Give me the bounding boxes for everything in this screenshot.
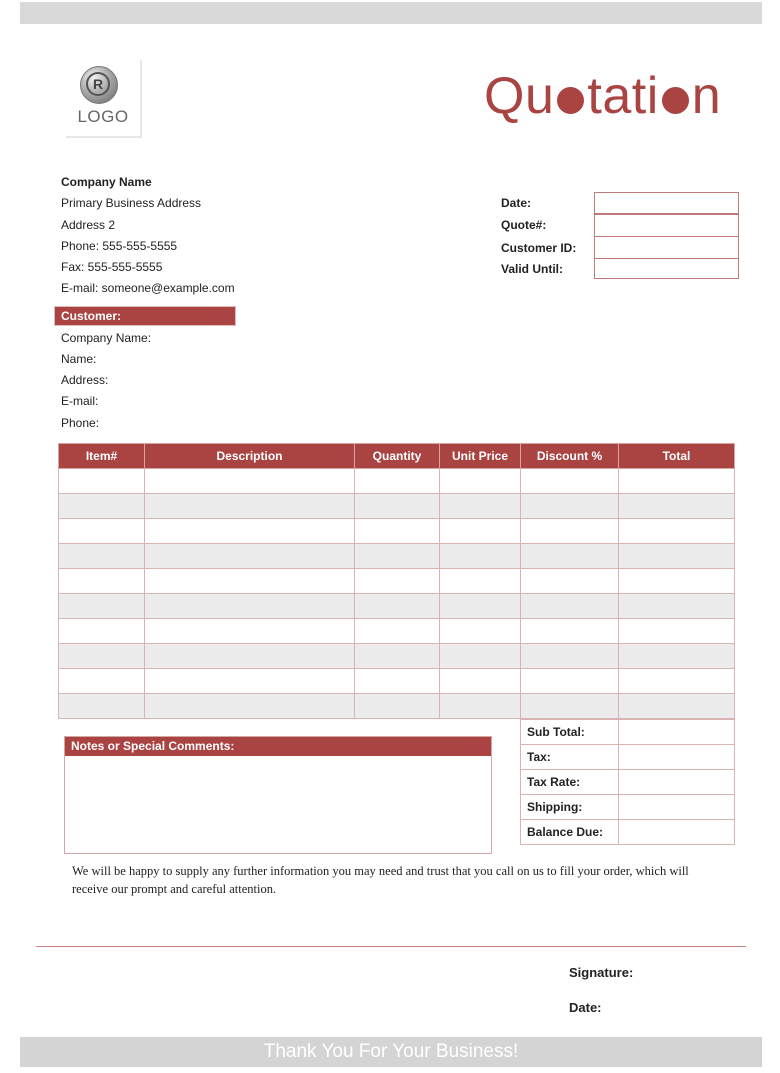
table-cell[interactable] bbox=[355, 619, 440, 644]
table-cell[interactable] bbox=[59, 669, 145, 694]
company-fax: Fax: 555-555-5555 bbox=[61, 260, 163, 274]
table-header-row bbox=[59, 444, 735, 469]
table-row bbox=[59, 569, 735, 594]
table-cell[interactable] bbox=[619, 519, 735, 544]
column-header-quantity: Quantity bbox=[355, 444, 440, 469]
table-cell[interactable] bbox=[145, 569, 355, 594]
table-cell[interactable] bbox=[59, 569, 145, 594]
table-cell[interactable] bbox=[145, 619, 355, 644]
customer-address-label: Address: bbox=[61, 373, 109, 387]
column-header-item: Item# bbox=[59, 444, 145, 469]
table-cell[interactable] bbox=[619, 544, 735, 569]
table-cell[interactable] bbox=[145, 469, 355, 494]
table-cell[interactable] bbox=[619, 669, 735, 694]
table-row bbox=[59, 494, 735, 519]
table-cell[interactable] bbox=[145, 544, 355, 569]
quote-number-label: Quote#: bbox=[501, 218, 547, 232]
logo-text: LOGO bbox=[77, 107, 129, 126]
document-title bbox=[484, 66, 744, 126]
subtotal-label: Sub Total: bbox=[521, 720, 619, 745]
table-cell[interactable] bbox=[59, 644, 145, 669]
table-cell[interactable] bbox=[619, 694, 735, 719]
table-cell[interactable] bbox=[440, 669, 521, 694]
table-cell[interactable] bbox=[355, 494, 440, 519]
table-cell[interactable] bbox=[59, 594, 145, 619]
subtotal-value[interactable] bbox=[619, 720, 735, 745]
title-dot-icon bbox=[662, 87, 689, 114]
table-cell[interactable] bbox=[619, 569, 735, 594]
line-items-table bbox=[58, 443, 735, 719]
date-label: Date: bbox=[501, 196, 532, 210]
table-cell[interactable] bbox=[619, 494, 735, 519]
table-cell[interactable] bbox=[521, 669, 619, 694]
table-cell[interactable] bbox=[619, 619, 735, 644]
signature-date-label: Date: bbox=[569, 1000, 602, 1015]
company-email: E-mail: someone@example.com bbox=[61, 281, 235, 295]
table-cell[interactable] bbox=[521, 544, 619, 569]
table-cell[interactable] bbox=[521, 644, 619, 669]
table-cell[interactable] bbox=[521, 569, 619, 594]
column-header-discount: Discount % bbox=[521, 444, 619, 469]
table-cell[interactable] bbox=[440, 519, 521, 544]
table-cell[interactable] bbox=[440, 644, 521, 669]
company-address-1: Primary Business Address bbox=[61, 196, 202, 210]
balance-due-value[interactable] bbox=[619, 820, 735, 845]
column-header-total: Total bbox=[619, 444, 735, 469]
top-decorative-bar bbox=[20, 2, 762, 24]
company-address-2: Address 2 bbox=[61, 218, 116, 232]
registered-mark: R bbox=[86, 72, 110, 96]
table-cell[interactable] bbox=[521, 619, 619, 644]
title-part-3: n bbox=[691, 67, 722, 125]
quote-number-field[interactable] bbox=[594, 214, 739, 237]
thank-you-footer: Thank You For Your Business! bbox=[20, 1037, 762, 1067]
table-cell[interactable] bbox=[521, 694, 619, 719]
date-field[interactable] bbox=[594, 192, 739, 214]
balance-due-row bbox=[521, 820, 735, 845]
table-cell[interactable] bbox=[440, 569, 521, 594]
tax-label: Tax: bbox=[521, 745, 619, 770]
divider-line bbox=[36, 946, 746, 947]
table-cell[interactable] bbox=[145, 669, 355, 694]
title-dot-icon bbox=[557, 87, 584, 114]
table-cell[interactable] bbox=[521, 494, 619, 519]
customer-header: Customer: bbox=[54, 306, 236, 326]
table-row bbox=[59, 644, 735, 669]
table-cell[interactable] bbox=[521, 519, 619, 544]
table-cell[interactable] bbox=[145, 594, 355, 619]
table-cell[interactable] bbox=[355, 519, 440, 544]
table-cell[interactable] bbox=[355, 644, 440, 669]
table-cell[interactable] bbox=[355, 594, 440, 619]
table-cell[interactable] bbox=[619, 644, 735, 669]
closing-message: We will be happy to supply any further information you may need and trust that you call on us to fill your order, which will receive our prompt and careful attention. bbox=[72, 864, 689, 896]
customer-id-label: Customer ID: bbox=[501, 241, 577, 255]
title-part-2: tati bbox=[587, 67, 659, 125]
table-row bbox=[59, 469, 735, 494]
table-row bbox=[59, 669, 735, 694]
table-cell[interactable] bbox=[59, 494, 145, 519]
table-cell[interactable] bbox=[440, 469, 521, 494]
table-cell[interactable] bbox=[59, 694, 145, 719]
table-cell[interactable] bbox=[440, 494, 521, 519]
table-cell[interactable] bbox=[59, 619, 145, 644]
table-cell[interactable] bbox=[59, 519, 145, 544]
customer-company-label: Company Name: bbox=[61, 331, 152, 345]
table-cell[interactable] bbox=[355, 469, 440, 494]
valid-until-label: Valid Until: bbox=[501, 262, 564, 276]
customer-name-label: Name: bbox=[61, 352, 97, 366]
tax-rate-value[interactable] bbox=[619, 770, 735, 795]
notes-header: Notes or Special Comments: bbox=[65, 737, 491, 756]
table-cell[interactable] bbox=[59, 544, 145, 569]
table-cell[interactable] bbox=[440, 594, 521, 619]
table-row bbox=[59, 544, 735, 569]
table-cell[interactable] bbox=[440, 619, 521, 644]
table-row bbox=[59, 519, 735, 544]
signature-label: Signature: bbox=[569, 965, 634, 980]
table-cell[interactable] bbox=[145, 519, 355, 544]
balance-due-label: Balance Due: bbox=[521, 820, 619, 845]
table-cell[interactable] bbox=[355, 544, 440, 569]
table-cell[interactable] bbox=[440, 694, 521, 719]
tax-row bbox=[521, 745, 735, 770]
table-cell[interactable] bbox=[619, 594, 735, 619]
table-cell[interactable] bbox=[355, 694, 440, 719]
column-header-description: Description bbox=[145, 444, 355, 469]
title-part-1: Qu bbox=[484, 67, 555, 125]
company-name: Company Name bbox=[61, 175, 152, 189]
customer-phone-label: Phone: bbox=[61, 416, 100, 430]
table-cell[interactable] bbox=[355, 669, 440, 694]
table-cell[interactable] bbox=[145, 694, 355, 719]
table-cell[interactable] bbox=[145, 494, 355, 519]
table-cell[interactable] bbox=[59, 469, 145, 494]
customer-id-field[interactable] bbox=[594, 236, 739, 259]
table-cell[interactable] bbox=[145, 644, 355, 669]
table-row bbox=[59, 619, 735, 644]
customer-email-label: E-mail: bbox=[61, 394, 99, 408]
shipping-row bbox=[521, 795, 735, 820]
shipping-label: Shipping: bbox=[521, 795, 619, 820]
totals-table bbox=[520, 719, 735, 845]
tax-value[interactable] bbox=[619, 745, 735, 770]
table-row bbox=[59, 694, 735, 719]
shipping-value[interactable] bbox=[619, 795, 735, 820]
table-cell[interactable] bbox=[521, 469, 619, 494]
table-cell[interactable] bbox=[619, 469, 735, 494]
subtotal-row bbox=[521, 720, 735, 745]
table-cell[interactable] bbox=[355, 569, 440, 594]
tax-rate-label: Tax Rate: bbox=[521, 770, 619, 795]
table-cell[interactable] bbox=[440, 544, 521, 569]
table-row bbox=[59, 594, 735, 619]
company-phone: Phone: 555-555-5555 bbox=[61, 239, 178, 253]
column-header-unit-price: Unit Price bbox=[440, 444, 521, 469]
table-cell[interactable] bbox=[521, 594, 619, 619]
tax-rate-row bbox=[521, 770, 735, 795]
valid-until-field[interactable] bbox=[594, 258, 739, 279]
